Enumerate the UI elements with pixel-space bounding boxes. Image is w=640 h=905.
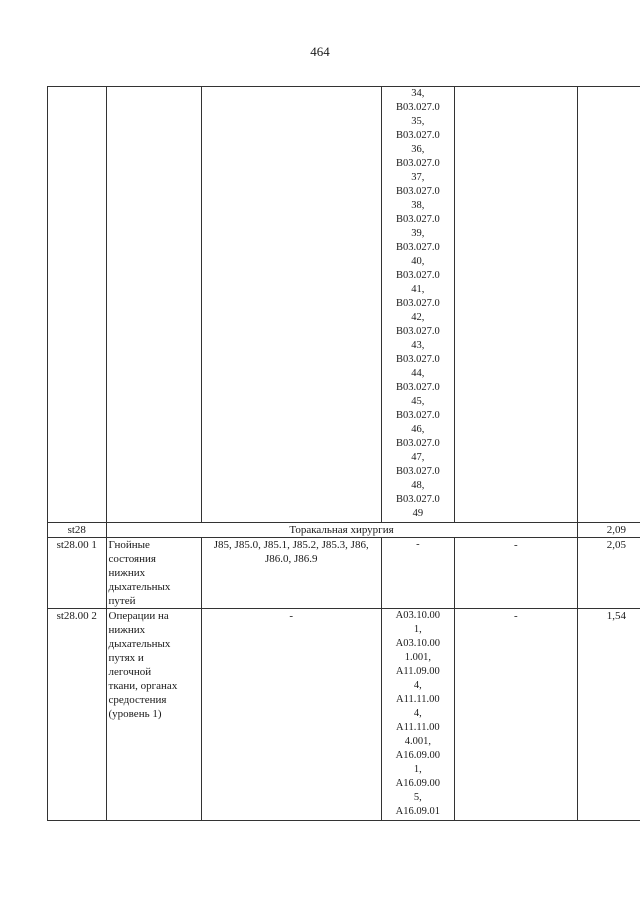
tariff-table: [47, 86, 640, 821]
name-line: (уровень 1): [108, 708, 162, 720]
service-code-line: 4,: [413, 680, 422, 691]
service-code-line: B03.027.0: [395, 494, 440, 505]
name-line: Операции на: [108, 610, 169, 622]
name-line: средостения: [108, 694, 167, 706]
section-title: Торакальная хирургия: [106, 523, 577, 538]
row-service-codes: [381, 538, 454, 609]
service-code-line: A16.09.01: [395, 806, 440, 817]
service-code-line: 45,: [411, 396, 425, 407]
service-code-line: 4,: [413, 708, 422, 719]
service-code-line: A03.10.00: [395, 610, 440, 621]
name-line: путей: [108, 595, 136, 607]
name-line: дыхательных: [108, 581, 171, 593]
service-code-line: B03.027.0: [395, 326, 440, 337]
row-code: st28.00 2: [48, 609, 107, 821]
service-code-line: 35,: [411, 116, 425, 127]
service-code-line: 41,: [411, 284, 425, 295]
service-code-line: 34,: [411, 88, 425, 99]
service-code-line: 1,: [413, 624, 422, 635]
cell-code: [48, 87, 107, 523]
cell-name: [106, 87, 201, 523]
service-code-line: 42,: [411, 312, 425, 323]
service-code-line: B03.027.0: [395, 438, 440, 449]
cell-coefficient: [577, 87, 640, 523]
table-row: [48, 538, 640, 609]
name-line: легочной: [108, 666, 152, 678]
service-code-line: B03.027.0: [395, 466, 440, 477]
table-row: [48, 609, 640, 821]
name-line: нижних: [108, 567, 146, 579]
row-extra: -: [455, 538, 577, 609]
section-coefficient: 2,09: [577, 523, 640, 538]
section-code: st28: [48, 523, 107, 538]
service-code-line: 5,: [413, 792, 422, 803]
service-code-line: B03.027.0: [395, 214, 440, 225]
service-code-line: B03.027.0: [395, 410, 440, 421]
name-line: состояния: [108, 553, 156, 565]
row-extra: -: [455, 609, 577, 821]
row-icd-codes: -: [201, 609, 381, 821]
service-code-line: A11.09.00: [395, 666, 440, 677]
cell-extra: [455, 87, 577, 523]
service-code-line: 1.001,: [404, 652, 431, 663]
row-code: st28.00 1: [48, 538, 107, 609]
service-code-line: B03.027.0: [395, 354, 440, 365]
service-code-line: B03.027.0: [395, 158, 440, 169]
service-code-line: B03.027.0: [395, 382, 440, 393]
service-code-line: A16.09.00: [395, 778, 440, 789]
service-code-line: 46,: [411, 424, 425, 435]
page-number: 464: [310, 44, 330, 59]
service-code-line: 39,: [411, 228, 425, 239]
service-code-line: B03.027.0: [395, 242, 440, 253]
name-line: Гнойные: [108, 539, 150, 551]
service-code-line: A11.11.00: [396, 694, 440, 705]
row-icd-codes: J85, J85.0, J85.1, J85.2, J85.3, J86, J86.0, J86.9: [201, 538, 381, 609]
name-line: ткани, органах: [108, 680, 178, 692]
cell-service-codes: [381, 87, 454, 523]
row-coefficient: 1,54: [577, 609, 640, 821]
service-code-line: B03.027.0: [395, 102, 440, 113]
service-code-line: 4.001,: [404, 736, 431, 747]
table-row-continuation: [48, 87, 640, 523]
name-line: нижних: [108, 624, 146, 636]
service-code-line: 44,: [411, 368, 425, 379]
service-code-line: 48,: [411, 480, 425, 491]
service-code-line: 47,: [411, 452, 425, 463]
service-code-line: B03.027.0: [395, 298, 440, 309]
name-line: дыхательных: [108, 638, 171, 650]
row-service-codes: [381, 609, 454, 821]
service-code-line: B03.027.0: [395, 186, 440, 197]
service-code-line: A03.10.00: [395, 638, 440, 649]
service-code-line: -: [416, 539, 420, 550]
service-code-line: A16.09.00: [395, 750, 440, 761]
service-code-line: 40,: [411, 256, 425, 267]
cell-icd: [201, 87, 381, 523]
service-code-line: A11.11.00: [396, 722, 440, 733]
service-code-line: B03.027.0: [395, 130, 440, 141]
row-name: [106, 538, 201, 609]
service-code-line: 49: [412, 508, 424, 519]
row-name: [106, 609, 201, 821]
service-code-line: B03.027.0: [395, 270, 440, 281]
table-row-section: [48, 523, 640, 538]
service-code-line: 36,: [411, 144, 425, 155]
service-code-line: 38,: [411, 200, 425, 211]
service-code-line: 43,: [411, 340, 425, 351]
name-line: путях и: [108, 652, 144, 664]
service-code-line: 37,: [411, 172, 425, 183]
row-coefficient: 2,05: [577, 538, 640, 609]
service-code-line: 1,: [413, 764, 422, 775]
